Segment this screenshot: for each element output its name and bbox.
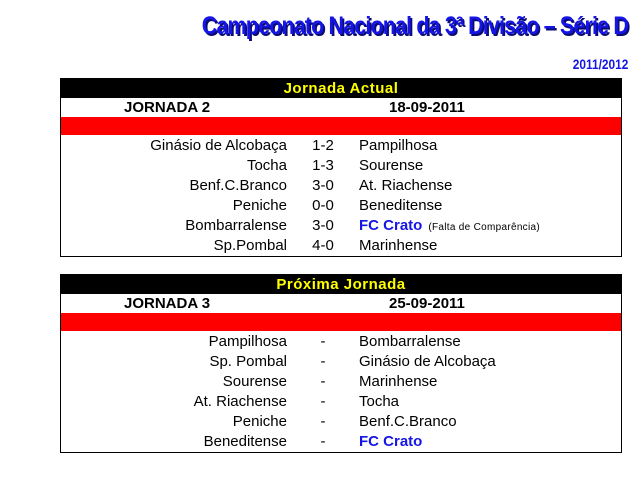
round-number: JORNADA 2 xyxy=(124,99,211,116)
away-team xyxy=(359,136,437,156)
match-list xyxy=(61,331,621,452)
match-score: 0-0 xyxy=(312,197,334,214)
match-score: - xyxy=(320,433,326,450)
away-team xyxy=(359,156,423,176)
away-team-name: Pampilhosa xyxy=(359,137,438,154)
away-team xyxy=(359,196,442,216)
away-team xyxy=(359,372,437,392)
match-score: - xyxy=(320,333,326,350)
match-score: 3-0 xyxy=(312,217,334,234)
away-team xyxy=(359,392,399,412)
match-row xyxy=(61,412,621,432)
match-score: 3-0 xyxy=(312,177,334,194)
season-label: 2011/2012 xyxy=(572,56,628,72)
match-row xyxy=(61,352,621,372)
away-team-name: Marinhense xyxy=(359,373,438,390)
match-note: (Falta de Comparência) xyxy=(428,222,540,233)
round-number: JORNADA 3 xyxy=(124,295,211,312)
away-team-name: FC Crato xyxy=(359,217,423,234)
match-score: - xyxy=(320,393,326,410)
next-round-header: Próxima Jornada xyxy=(61,275,621,294)
match-row xyxy=(61,176,621,196)
away-team xyxy=(359,236,437,256)
away-team xyxy=(359,412,457,432)
away-team xyxy=(359,432,422,452)
away-team-name: FC Crato xyxy=(359,433,423,450)
match-row xyxy=(61,332,621,352)
away-team-name: Benf.C.Branco xyxy=(359,413,457,430)
match-score: - xyxy=(320,373,326,390)
match-row xyxy=(61,392,621,412)
round-date: 18-09-2011 xyxy=(389,99,465,116)
match-row xyxy=(61,372,621,392)
home-team: Pampilhosa xyxy=(208,333,287,350)
match-score: 1-2 xyxy=(312,137,334,154)
home-team: Peniche xyxy=(232,413,287,430)
away-team-name: At. Riachense xyxy=(359,177,453,194)
away-team xyxy=(359,332,461,352)
home-team: Sourense xyxy=(222,373,287,390)
home-team: Peniche xyxy=(232,197,287,214)
red-band xyxy=(61,117,621,135)
next-round-info xyxy=(61,294,621,313)
page-title: Campeonato Nacional da 3ª Divisão – Série D xyxy=(201,12,628,40)
match-score: 4-0 xyxy=(312,237,334,254)
match-score: 1-3 xyxy=(312,157,334,174)
current-round-block xyxy=(60,78,622,257)
next-round-block xyxy=(60,274,622,453)
away-team-name: Tocha xyxy=(359,393,400,410)
home-team: At. Riachense xyxy=(193,393,287,410)
match-row xyxy=(61,216,621,236)
away-team-name: Beneditense xyxy=(359,197,443,214)
home-team: Sp. Pombal xyxy=(209,353,287,370)
round-date: 25-09-2011 xyxy=(389,295,465,312)
away-team xyxy=(359,352,496,372)
home-team: Beneditense xyxy=(203,433,287,450)
match-score: - xyxy=(320,413,326,430)
match-row xyxy=(61,196,621,216)
away-team xyxy=(359,216,540,238)
away-team-name: Sourense xyxy=(359,157,424,174)
home-team: Sp.Pombal xyxy=(213,237,287,254)
home-team: Bombarralense xyxy=(185,217,287,234)
match-row xyxy=(61,136,621,156)
red-band xyxy=(61,313,621,331)
away-team xyxy=(359,176,452,196)
home-team: Ginásio de Alcobaça xyxy=(150,137,287,154)
home-team: Benf.C.Branco xyxy=(189,177,287,194)
match-row xyxy=(61,236,621,256)
match-row xyxy=(61,156,621,176)
current-round-info xyxy=(61,98,621,117)
current-round-header: Jornada Actual xyxy=(61,79,621,98)
home-team: Tocha xyxy=(246,157,287,174)
match-row xyxy=(61,432,621,452)
match-list xyxy=(61,135,621,256)
away-team-name: Marinhense xyxy=(359,237,438,254)
match-score: - xyxy=(320,353,326,370)
away-team-name: Ginásio de Alcobaça xyxy=(359,353,496,370)
away-team-name: Bombarralense xyxy=(359,333,461,350)
